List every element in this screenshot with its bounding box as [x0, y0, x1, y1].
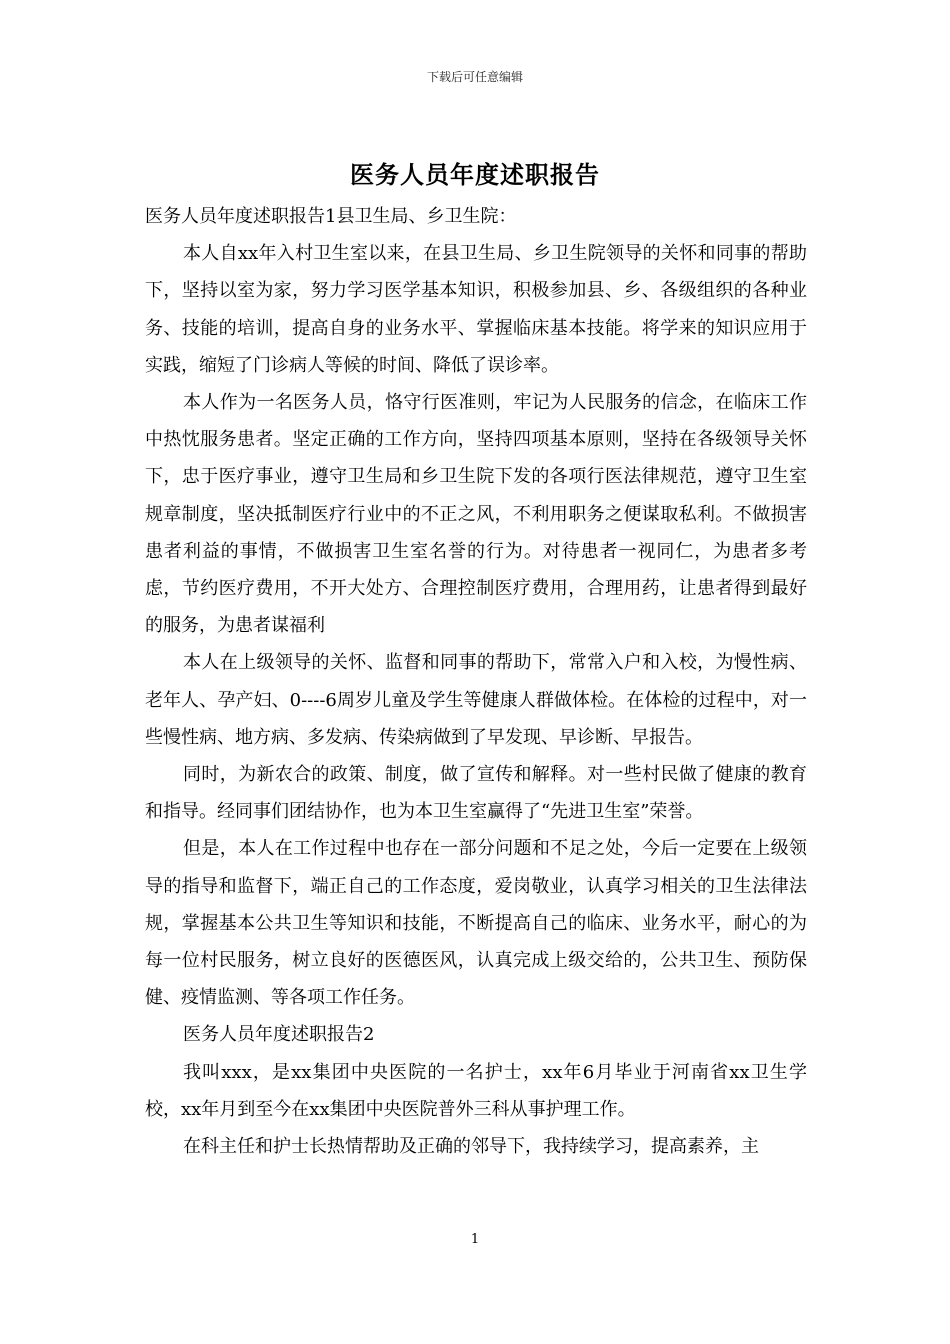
paragraph: 但是，本人在工作过程中也存在一部分问题和不足之处，今后一定要在上级领导的指导和监督下，端正自己的工作态度，爱岗敬业，认真学习相关的卫生法律法规，掌握基本公共卫生等知识和技能，不断提高自己的临床、业务水平，耐心的为每一位村民服务，树立良好的医德医风，认真完成上级交给的，公共卫生、预防保健、疫情监测、等各项工作任务。	[145, 838, 807, 1009]
header-note: 下载后可任意编辑	[426, 70, 523, 84]
paragraph: 我叫xxx，是xx集团中央医院的一名护士，xx年6月毕业于河南省xx卫生学校，xx年月到至今在xx集团中央医院普外三科从事护理工作。	[145, 1061, 807, 1120]
paragraph: 本人作为一名医务人员，恪守行医准则，牢记为人民服务的信念，在临床工作中热忱服务患者。坚定正确的工作方向，坚持四项基本原则，坚持在各级领导关怀下，忠于医疗事业，遵守卫生局和乡卫生院下发的各项行医法律规范，遵守卫生室规章制度，坚决抵制医疗行业中的不正之风，不利用职务之便谋取私利。不做损害患者利益的事情，不做损害卫生室名誉的行为。对待患者一视同仁，为患者多考虑，节约医疗费用，不开大处方、合理控制医疗费用，合理用药，让患者得到最好的服务，为患者谋福利	[145, 392, 807, 637]
paragraph: 本人自xx年入村卫生室以来，在县卫生局、乡卫生院领导的关怀和同事的帮助下，坚持以室为家，努力学习医学基本知识，积极参加县、乡、各级组织的各种业务、技能的培训，提高自身的业务水平、掌握临床基本技能。将学来的知识应用于实践，缩短了门诊病人等候的时间、降低了误诊率。	[145, 243, 807, 376]
document-title: 医务人员年度述职报告	[350, 161, 600, 189]
page-number: 1	[470, 1232, 480, 1247]
section-heading-report-2: 医务人员年度述职报告2	[183, 1024, 375, 1046]
paragraph-intro: 医务人员年度述职报告1县卫生局、乡卫生院：	[145, 206, 517, 227]
paragraph: 在科主任和护士长热情帮助及正确的邻导下，我持续学习，提高素养，主	[183, 1136, 759, 1158]
paragraph: 本人在上级领导的关怀、监督和同事的帮助下，常常入户和入校，为慢性病、老年人、孕产妇、0----6周岁儿童及学生等健康人群做体检。在体检的过程中，对一些慢性病、地方病、多发病、传染病做到了早发现、早诊断、早报告。	[145, 652, 807, 748]
paragraph: 同时，为新农合的政策、制度，做了宣传和解释。对一些村民做了健康的教育和指导。经同事们团结协作，也为本卫生室赢得了“先进卫生室”荣誉。	[145, 764, 807, 823]
document-body	[145, 198, 807, 1165]
